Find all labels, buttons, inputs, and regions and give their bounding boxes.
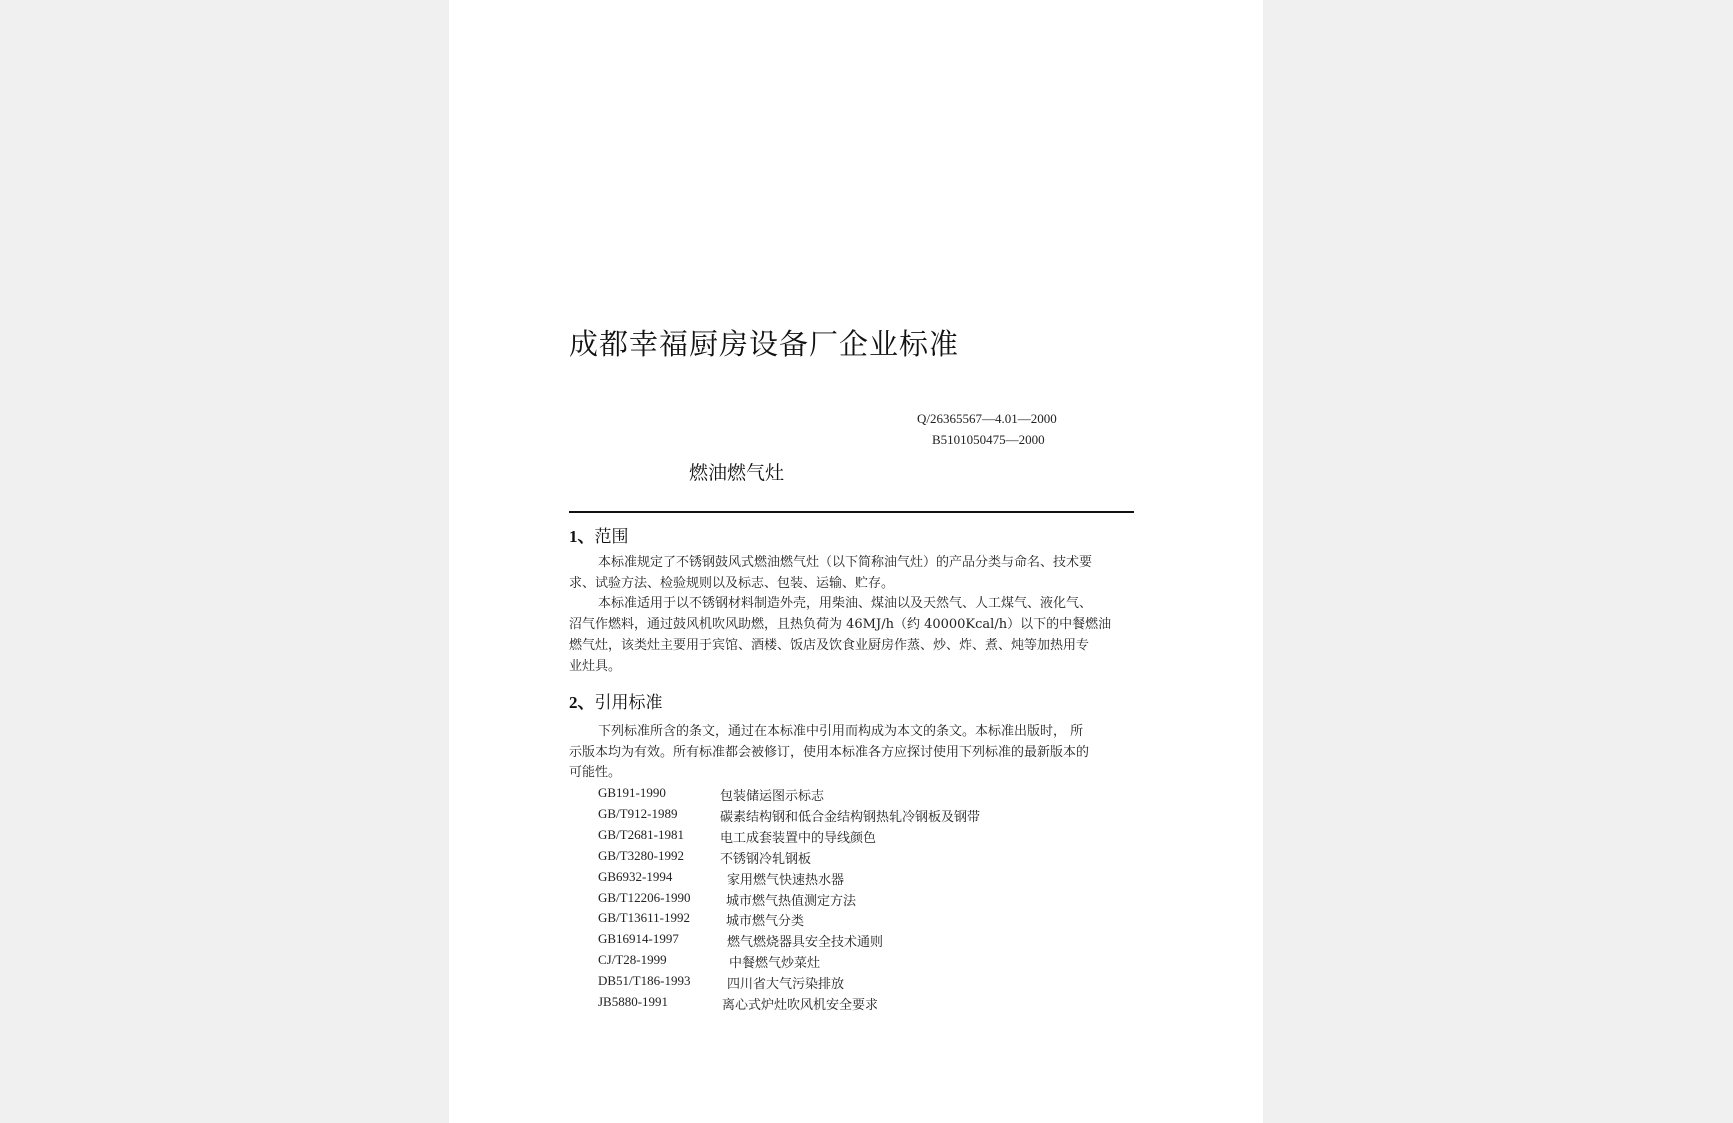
section-title: 引用标准 bbox=[594, 693, 663, 713]
reference-code: GB/T3280-1992 bbox=[598, 848, 684, 863]
reference-code: GB6932-1994 bbox=[598, 869, 673, 884]
product-name: 燃油燃气灶 bbox=[689, 462, 785, 484]
paragraph-line: 业灶具。 bbox=[569, 658, 622, 674]
reference-code: JB5880-1991 bbox=[598, 994, 669, 1009]
paragraph-line: 下列标准所含的条文，通过在本标准中引用而构成为本文的条文。本标准出版时， 所 bbox=[598, 724, 1084, 739]
document-page bbox=[449, 0, 1263, 1123]
section-body-references bbox=[569, 722, 1134, 784]
section-number: 2、 bbox=[569, 693, 595, 712]
company-standard-title: 成都幸福厨房设备厂企业标准 bbox=[569, 327, 960, 361]
section-heading-references bbox=[569, 688, 663, 713]
section-number: 1、 bbox=[569, 527, 595, 546]
reference-code: GB191-1990 bbox=[598, 785, 666, 800]
reference-title: 碳素结构钢和低合金结构钢热轧冷钢板及钢带 bbox=[720, 810, 981, 825]
paragraph-line: 可能性。 bbox=[569, 765, 622, 781]
reference-title: 燃气燃烧器具安全技术通则 bbox=[727, 935, 884, 950]
section-body-scope bbox=[569, 553, 1134, 677]
paragraph-line: 示版本均为有效。所有标准都会被修订，使用本标准各方应探讨使用下列标准的最新版本的 bbox=[569, 744, 1090, 760]
section-heading-scope bbox=[569, 522, 629, 547]
paragraph-line: 本标准规定了不锈钢鼓风式燃油燃气灶（以下简称油气灶）的产品分类与命名、技术要 bbox=[598, 555, 1093, 570]
reference-code: GB/T2681-1981 bbox=[598, 827, 684, 842]
reference-code: GB16914-1997 bbox=[598, 931, 679, 946]
reference-title: 不锈钢冷轧钢板 bbox=[720, 852, 812, 867]
paragraph-line: 燃气灶，该类灶主要用于宾馆、酒楼、饭店及饮食业厨房作蒸、炒、炸、煮、炖等加热用专 bbox=[569, 637, 1090, 653]
reference-code: CJ/T28-1999 bbox=[598, 952, 667, 967]
reference-code: GB/T912-1989 bbox=[598, 806, 678, 821]
paragraph-line: 沼气作燃料，通过鼓风机吹风助燃，且热负荷为 46MJ/h（约 40000Kcal/h）以下的中餐燃油 bbox=[569, 617, 1112, 633]
reference-code: DB51/T186-1993 bbox=[598, 973, 691, 988]
reference-title: 离心式炉灶吹风机安全要求 bbox=[722, 998, 879, 1013]
reference-code: GB/T13611-1992 bbox=[598, 910, 690, 925]
reference-title: 电工成套装置中的导线颜色 bbox=[720, 831, 877, 846]
standard-code-secondary: B5101050475—2000 bbox=[932, 432, 1045, 447]
reference-title: 城市燃气分类 bbox=[726, 914, 805, 929]
reference-title: 城市燃气热值测定方法 bbox=[726, 894, 857, 909]
paragraph-line: 求、试验方法、检验规则以及标志、包装、运输、贮存。 bbox=[569, 575, 895, 591]
reference-code: GB/T12206-1990 bbox=[598, 890, 691, 905]
reference-title: 四川省大气污染排放 bbox=[727, 977, 845, 992]
header-divider bbox=[569, 511, 1134, 513]
reference-title: 包装储运图示标志 bbox=[720, 789, 825, 804]
section-title: 范围 bbox=[594, 527, 629, 547]
reference-title: 家用燃气快速热水器 bbox=[727, 873, 845, 888]
reference-title: 中餐燃气炒菜灶 bbox=[729, 956, 821, 971]
standard-code-primary: Q/26365567—4.01—2000 bbox=[917, 411, 1057, 426]
paragraph-line: 本标准适用于以不锈钢材料制造外壳，用柴油、煤油以及天然气、人工煤气、液化气、 bbox=[598, 596, 1093, 612]
